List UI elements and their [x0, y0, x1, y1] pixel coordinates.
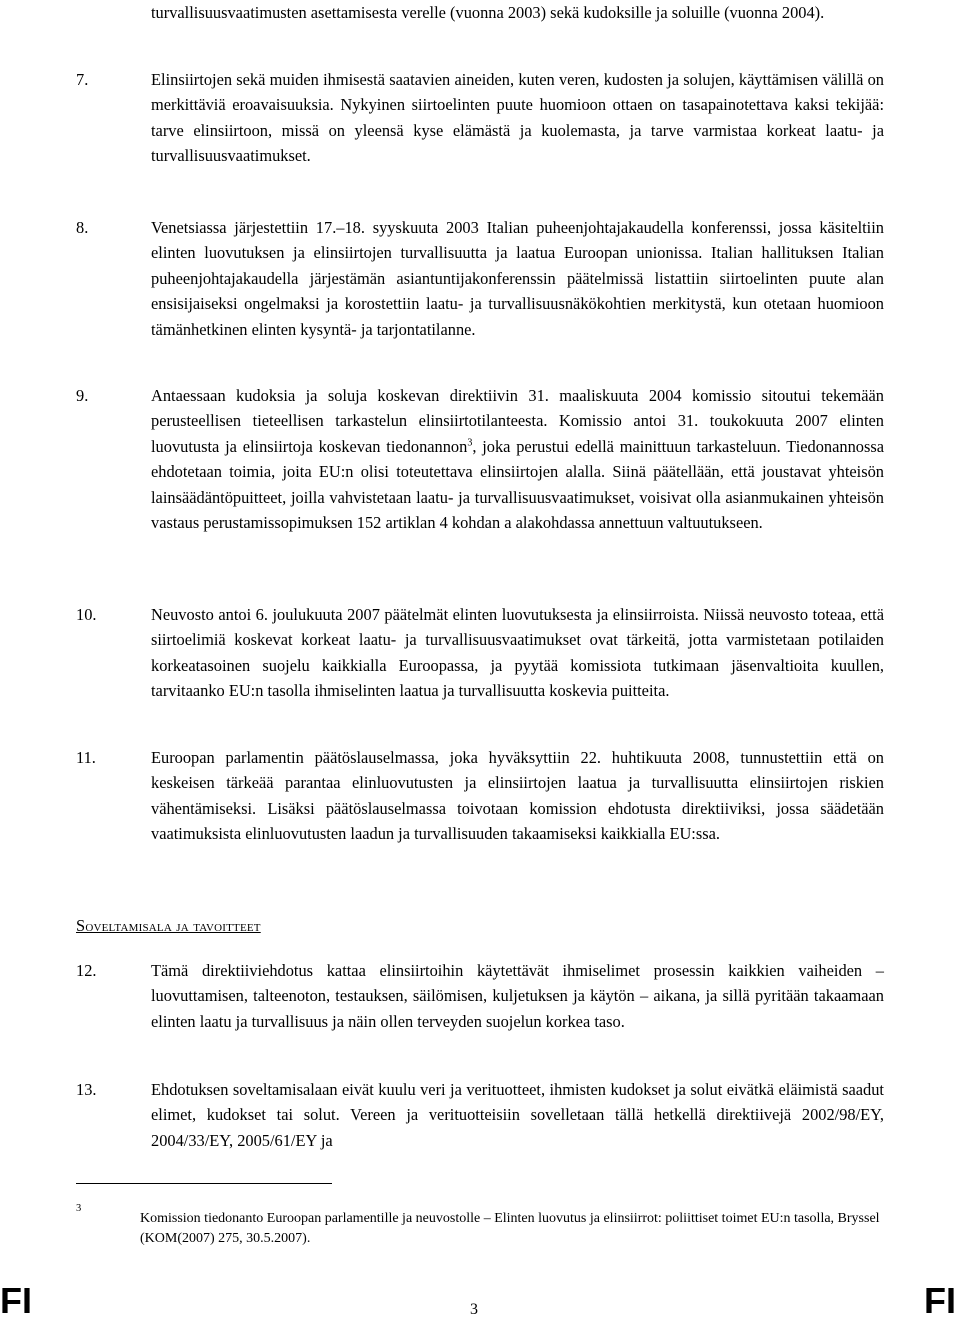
paragraph-text: Euroopan parlamentin päätöslauselmassa, joka hyväksyttiin 22. huhtikuuta 2008, tunnustettiin että on keskeisen tärkeää parantaa elinluovutusten ja elinsiirtojen laatua ja turvallisuutta elinsiirtojen riskien vähentämiseksi. Lisäksi päätöslauselmassa toivotaan komission ehdotusta direktiiviksi, jossa säädetään vaatimuksista elinluovutusten laadun ja turvallisuuden takaamiseksi kaikkialla EU:ssa.: [151, 748, 884, 844]
paragraph-text: [151, 383, 884, 535]
paragraph-11: [76, 745, 884, 847]
paragraph-number: 9.: [76, 386, 89, 405]
paragraph-continuation: [76, 0, 884, 25]
footer-language-left: FI: [0, 1280, 32, 1321]
footnote-reference[interactable]: 3: [467, 437, 473, 449]
paragraph-number: 13.: [76, 1080, 97, 1099]
paragraph-number: 12.: [76, 961, 97, 980]
paragraph-7: [76, 67, 884, 169]
section-heading: Soveltamisala ja tavoitteet: [76, 916, 261, 935]
paragraph-12: [76, 958, 884, 1034]
footnote: [76, 1203, 886, 1249]
paragraph-8: [76, 215, 884, 342]
paragraph-text: turvallisuusvaatimusten asettamisesta verelle (vuonna 2003) sekä kudoksille ja soluille (vuonna 2004).: [151, 3, 825, 22]
footer-language-right: FI: [924, 1280, 956, 1321]
paragraph-text-after: , joka perustui edellä mainittuun tarkasteluun. Tiedonannossa ehdotetaan toimia, joita EU:n olisi toteutettava elinsiirtojen alalla. Siinä päätellään, että joustavat yhteisön lainsäädäntöpuitteet, joilla vahvistetaan laatu- ja turvallisuusvaatimukset, voisivat olla asianmukainen yhteisön vastaus perustamissopimuksen 152 artiklan 4 kohdan a alakohdassa annettuun valtuutukseen.: [151, 436, 884, 533]
paragraph-text: Elinsiirtojen sekä muiden ihmisestä saatavien aineiden, kuten veren, kudosten ja solujen, käyttämisen välillä on merkittäviä eroavaisuuksia. Nykyinen siirtoelinten puute huomioon ottaen on tasapainotettava kaksi tekijää: tarve elinsiirtoon, missä on yleensä kyse elämästä ja kuolemasta, ja tarve varmistaa korkeat laatu- ja turvallisuusvaatimukset.: [151, 70, 884, 166]
paragraph-number: 11.: [76, 748, 96, 767]
paragraph-text: Ehdotuksen soveltamisalaan eivät kuulu veri ja verituotteet, ihmisten kudokset ja solut eivätkä eläimistä saadut elimet, kudokset tai solut. Vereen ja verituotteisiin sovelletaan tällä hetkellä direktiivejä 2002/98/EY, 2004/33/EY, 2005/61/EY ja: [151, 1080, 884, 1150]
paragraph-number: 7.: [76, 70, 89, 89]
paragraph-text: Neuvosto antoi 6. joulukuuta 2007 päätelmät elinten luovutuksesta ja elinsiirroista. Niissä neuvosto toteaa, että siirtoelimiä koskevat korkeat laatu- ja turvallisuusvaatimukset ovat tärkeitä, jotta varmistetaan potilaiden korkeatasoinen suojelu kaikkialla Euroopassa, ja pyytää komissiota tutkimaan jäsenvaltioita kuullen, tarvitaanko EU:n tasolla ihmiselinten laatua ja turvallisuutta koskevia puitteita.: [151, 605, 884, 701]
paragraph-9: [76, 383, 884, 535]
footnote-text: Komission tiedonanto Euroopan parlamentille ja neuvostolle – Elinten luovutus ja elinsiirrot: poliittiset toimet EU:n tasolla, Bryssel (KOM(2007) 275, 30.5.2007).: [140, 1211, 880, 1246]
paragraph-number: 8.: [76, 218, 89, 237]
paragraph-13: [76, 1077, 884, 1153]
paragraph-text-before: Antaessaan kudoksia ja soluja koskevan direktiivin 31. maaliskuuta 2004 komissio sitoutui tekemään perusteellisen tieteellisen tarkastelun elinsiirtotilanteesta. Komissio antoi 31. toukokuuta 2007 elinten luovutusta ja elinsiirtoja koskevan tiedonannon: [151, 386, 884, 456]
footnote-number: 3: [76, 1203, 82, 1214]
paragraph-number: 10.: [76, 605, 97, 624]
page-number: 3: [470, 1301, 478, 1318]
paragraph-10: [76, 602, 884, 704]
paragraph-text: Venetsiassa järjestettiin 17.–18. syyskuuta 2003 Italian puheenjohtajakaudella konferenssi, jossa käsiteltiin elinten luovutuksen ja elinsiirtojen turvallisuutta ja laatua Euroopan unionissa. Italian hallituksen Italian puheenjohtajakaudella järjestämän asiantuntijakonferenssin päätelmissä listattiin siirtoelinten puute alan ensisijaiseksi ongelmaksi ja korostettiin laatu- ja turvallisuusnäkökohtien merkitystä, kun otetaan huomioon tämänhetkinen elinten kysyntä- ja tarjontatilanne.: [151, 218, 884, 339]
footnote-separator: [76, 1183, 332, 1184]
paragraph-text: Tämä direktiiviehdotus kattaa elinsiirtoihin käytettävät ihmiselimet prosessin kaikkien vaiheiden – luovuttamisen, talteenoton, testauksen, säilömisen, kuljetuksen ja käytön – aikana, ja sillä pyritään takaamaan elinten laatu ja turvallisuus ja näin ollen terveyden suojelun korkea taso.: [151, 961, 884, 1031]
